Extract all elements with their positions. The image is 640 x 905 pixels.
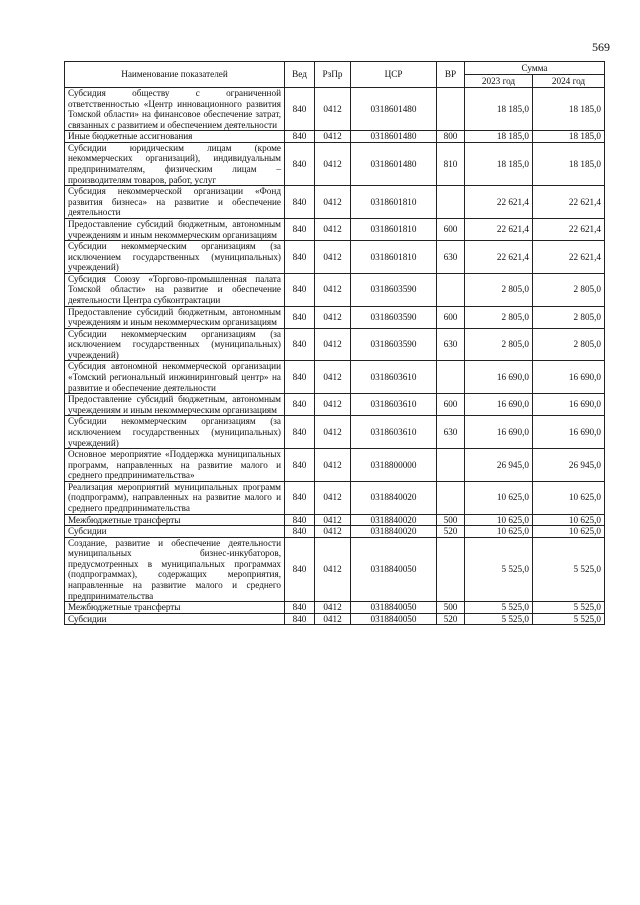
row-name-cell: Реализация мероприятий муниципальных программ (подпрограмм), направленных на развитие малого и среднего предпринимательства — [65, 481, 285, 514]
row-2024-cell: 18 185,0 — [533, 142, 605, 185]
row-csr-cell: 0318603610 — [351, 416, 437, 449]
row-name-cell: Субсидии некоммерческим организациям (за исключением государственных (муниципальных) учреждений) — [65, 328, 285, 361]
row-ved-cell: 840 — [285, 537, 315, 601]
row-2023-cell: 10 625,0 — [465, 481, 533, 514]
table-row — [65, 394, 605, 416]
row-rzpr-cell: 0412 — [315, 394, 351, 416]
row-rzpr-cell: 0412 — [315, 142, 351, 185]
row-2024-cell: 10 625,0 — [533, 526, 605, 538]
row-vr-cell: 520 — [437, 526, 465, 538]
row-vr-cell: 520 — [437, 613, 465, 625]
row-2024-cell: 2 805,0 — [533, 273, 605, 306]
row-csr-cell: 0318840050 — [351, 537, 437, 601]
table-row — [65, 361, 605, 394]
row-name-cell: Субсидии некоммерческим организациям (за исключением государственных (муниципальных) учреждений) — [65, 416, 285, 449]
row-name-cell: Основное мероприятие «Поддержка муниципальных программ, направленных на развитие малого и среднего предпринимательства» — [65, 449, 285, 482]
table-row — [65, 186, 605, 219]
row-2023-cell: 2 805,0 — [465, 328, 533, 361]
row-ved-cell: 840 — [285, 526, 315, 538]
table-row — [65, 537, 605, 601]
table-row — [65, 526, 605, 538]
row-name-cell: Субсидия некоммерческой организации «Фонд развития бизнеса» на развитие и обеспечение деятельности — [65, 186, 285, 219]
row-2024-cell: 22 621,4 — [533, 186, 605, 219]
table-row — [65, 131, 605, 143]
row-vr-cell: 600 — [437, 218, 465, 240]
table-row — [65, 328, 605, 361]
row-2023-cell: 22 621,4 — [465, 186, 533, 219]
header-sum: Сумма — [465, 62, 605, 75]
row-2023-cell: 5 525,0 — [465, 613, 533, 625]
row-rzpr-cell: 0412 — [315, 481, 351, 514]
row-rzpr-cell: 0412 — [315, 514, 351, 526]
table-row — [65, 481, 605, 514]
row-ved-cell: 840 — [285, 131, 315, 143]
row-2023-cell: 22 621,4 — [465, 241, 533, 274]
row-2024-cell: 5 525,0 — [533, 602, 605, 614]
row-rzpr-cell: 0412 — [315, 602, 351, 614]
row-2024-cell: 18 185,0 — [533, 131, 605, 143]
row-ved-cell: 840 — [285, 481, 315, 514]
row-vr-cell: 500 — [437, 602, 465, 614]
row-csr-cell: 0318840020 — [351, 514, 437, 526]
row-vr-cell: 630 — [437, 416, 465, 449]
row-ved-cell: 840 — [285, 613, 315, 625]
row-csr-cell: 0318840050 — [351, 613, 437, 625]
row-ved-cell: 840 — [285, 142, 315, 185]
row-2024-cell: 16 690,0 — [533, 361, 605, 394]
row-2023-cell: 16 690,0 — [465, 416, 533, 449]
row-2024-cell: 5 525,0 — [533, 537, 605, 601]
row-vr-cell — [437, 361, 465, 394]
row-rzpr-cell: 0412 — [315, 273, 351, 306]
row-csr-cell: 0318840020 — [351, 481, 437, 514]
row-rzpr-cell: 0412 — [315, 416, 351, 449]
row-2023-cell: 16 690,0 — [465, 361, 533, 394]
row-vr-cell: 500 — [437, 514, 465, 526]
row-2023-cell: 18 185,0 — [465, 142, 533, 185]
row-2023-cell: 18 185,0 — [465, 88, 533, 131]
row-2023-cell: 16 690,0 — [465, 394, 533, 416]
header-2024: 2024 год — [533, 75, 605, 88]
row-vr-cell — [437, 537, 465, 601]
row-csr-cell: 0318601810 — [351, 241, 437, 274]
row-vr-cell: 810 — [437, 142, 465, 185]
row-csr-cell: 0318603610 — [351, 394, 437, 416]
row-2023-cell: 5 525,0 — [465, 602, 533, 614]
row-ved-cell: 840 — [285, 328, 315, 361]
row-vr-cell — [437, 273, 465, 306]
row-rzpr-cell: 0412 — [315, 449, 351, 482]
table-row — [65, 273, 605, 306]
row-csr-cell: 0318800000 — [351, 449, 437, 482]
row-2024-cell: 18 185,0 — [533, 88, 605, 131]
row-rzpr-cell: 0412 — [315, 88, 351, 131]
row-name-cell: Межбюджетные трансферты — [65, 514, 285, 526]
row-2024-cell: 5 525,0 — [533, 613, 605, 625]
row-ved-cell: 840 — [285, 416, 315, 449]
row-2024-cell: 10 625,0 — [533, 481, 605, 514]
table-row — [65, 88, 605, 131]
row-vr-cell: 600 — [437, 306, 465, 328]
row-name-cell: Предоставление субсидий бюджетным, автономным учреждениям и иным некоммерческим организациям — [65, 306, 285, 328]
row-2024-cell: 16 690,0 — [533, 416, 605, 449]
row-vr-cell: 630 — [437, 241, 465, 274]
row-rzpr-cell: 0412 — [315, 537, 351, 601]
header-ved: Вед — [285, 62, 315, 88]
row-vr-cell — [437, 88, 465, 131]
row-ved-cell: 840 — [285, 218, 315, 240]
row-vr-cell — [437, 186, 465, 219]
row-rzpr-cell: 0412 — [315, 241, 351, 274]
table-row — [65, 306, 605, 328]
row-2024-cell: 2 805,0 — [533, 328, 605, 361]
row-2023-cell: 2 805,0 — [465, 306, 533, 328]
row-name-cell: Субсидия автономной некоммерческой организации «Томский региональный инжиниринговый центр» на развитие и обеспечение деятельности — [65, 361, 285, 394]
row-name-cell: Субсидии — [65, 526, 285, 538]
row-ved-cell: 840 — [285, 186, 315, 219]
row-rzpr-cell: 0412 — [315, 613, 351, 625]
page-number: 569 — [592, 40, 610, 54]
row-ved-cell: 840 — [285, 394, 315, 416]
row-vr-cell: 800 — [437, 131, 465, 143]
row-name-cell: Предоставление субсидий бюджетным, автономным учреждениям и иным некоммерческим организациям — [65, 218, 285, 240]
row-2024-cell: 10 625,0 — [533, 514, 605, 526]
row-name-cell: Субсидии некоммерческим организациям (за исключением государственных (муниципальных) учреждений) — [65, 241, 285, 274]
row-2024-cell: 22 621,4 — [533, 218, 605, 240]
row-csr-cell: 0318840050 — [351, 602, 437, 614]
table-row — [65, 416, 605, 449]
header-csr: ЦСР — [351, 62, 437, 88]
row-csr-cell: 0318603590 — [351, 328, 437, 361]
budget-table — [64, 61, 605, 625]
row-ved-cell: 840 — [285, 449, 315, 482]
row-ved-cell: 840 — [285, 241, 315, 274]
table-row — [65, 218, 605, 240]
row-csr-cell: 0318603610 — [351, 361, 437, 394]
table-row — [65, 602, 605, 614]
row-rzpr-cell: 0412 — [315, 186, 351, 219]
row-name-cell: Субсидия Союзу «Торгово-промышленная палата Томской области» на развитие и обеспечение деятельности Центра субконтрактации — [65, 273, 285, 306]
row-2023-cell: 10 625,0 — [465, 514, 533, 526]
row-csr-cell: 0318840020 — [351, 526, 437, 538]
row-name-cell: Субсидии — [65, 613, 285, 625]
row-name-cell: Иные бюджетные ассигнования — [65, 131, 285, 143]
row-csr-cell: 0318601480 — [351, 88, 437, 131]
header-2023: 2023 год — [465, 75, 533, 88]
row-csr-cell: 0318601810 — [351, 218, 437, 240]
row-ved-cell: 840 — [285, 88, 315, 131]
row-csr-cell: 0318601810 — [351, 186, 437, 219]
row-rzpr-cell: 0412 — [315, 328, 351, 361]
row-name-cell: Создание, развитие и обеспечение деятельности муниципальных бизнес-инкубаторов, предусмотренных в муниципальных программах (подпрограммах), содержащих мероприятия, направленные на развитие малого и среднего предпринимательства — [65, 537, 285, 601]
row-name-cell: Субсидии юридическим лицам (кроме некоммерческих организаций), индивидуальным предпринимателям, физическим лицам – производителям товаров, работ, услуг — [65, 142, 285, 185]
row-2023-cell: 26 945,0 — [465, 449, 533, 482]
row-ved-cell: 840 — [285, 306, 315, 328]
row-vr-cell — [437, 481, 465, 514]
row-name-cell: Предоставление субсидий бюджетным, автономным учреждениям и иным некоммерческим организациям — [65, 394, 285, 416]
row-ved-cell: 840 — [285, 273, 315, 306]
row-2023-cell: 18 185,0 — [465, 131, 533, 143]
header-vr: ВР — [437, 62, 465, 88]
row-2023-cell: 10 625,0 — [465, 526, 533, 538]
table-row — [65, 613, 605, 625]
row-2024-cell: 2 805,0 — [533, 306, 605, 328]
row-2023-cell: 2 805,0 — [465, 273, 533, 306]
row-ved-cell: 840 — [285, 602, 315, 614]
row-rzpr-cell: 0412 — [315, 306, 351, 328]
row-rzpr-cell: 0412 — [315, 526, 351, 538]
row-csr-cell: 0318601480 — [351, 142, 437, 185]
row-csr-cell: 0318601480 — [351, 131, 437, 143]
row-csr-cell: 0318603590 — [351, 306, 437, 328]
row-name-cell: Межбюджетные трансферты — [65, 602, 285, 614]
row-vr-cell — [437, 449, 465, 482]
row-rzpr-cell: 0412 — [315, 218, 351, 240]
table-row — [65, 449, 605, 482]
row-csr-cell: 0318603590 — [351, 273, 437, 306]
header-rzpr: РзПр — [315, 62, 351, 88]
row-2023-cell: 22 621,4 — [465, 218, 533, 240]
table-row — [65, 514, 605, 526]
row-2024-cell: 26 945,0 — [533, 449, 605, 482]
row-2024-cell: 16 690,0 — [533, 394, 605, 416]
table-row — [65, 142, 605, 185]
row-ved-cell: 840 — [285, 361, 315, 394]
row-2023-cell: 5 525,0 — [465, 537, 533, 601]
row-2024-cell: 22 621,4 — [533, 241, 605, 274]
row-rzpr-cell: 0412 — [315, 361, 351, 394]
row-vr-cell: 600 — [437, 394, 465, 416]
row-ved-cell: 840 — [285, 514, 315, 526]
row-rzpr-cell: 0412 — [315, 131, 351, 143]
table-row — [65, 241, 605, 274]
row-vr-cell: 630 — [437, 328, 465, 361]
header-name: Наименование показателей — [65, 62, 285, 88]
row-name-cell: Субсидия обществу с ограниченной ответственностью «Центр инновационного развития Томской области» на финансовое обеспечение затрат, связанных с развитием и обеспечением деятельности — [65, 88, 285, 131]
